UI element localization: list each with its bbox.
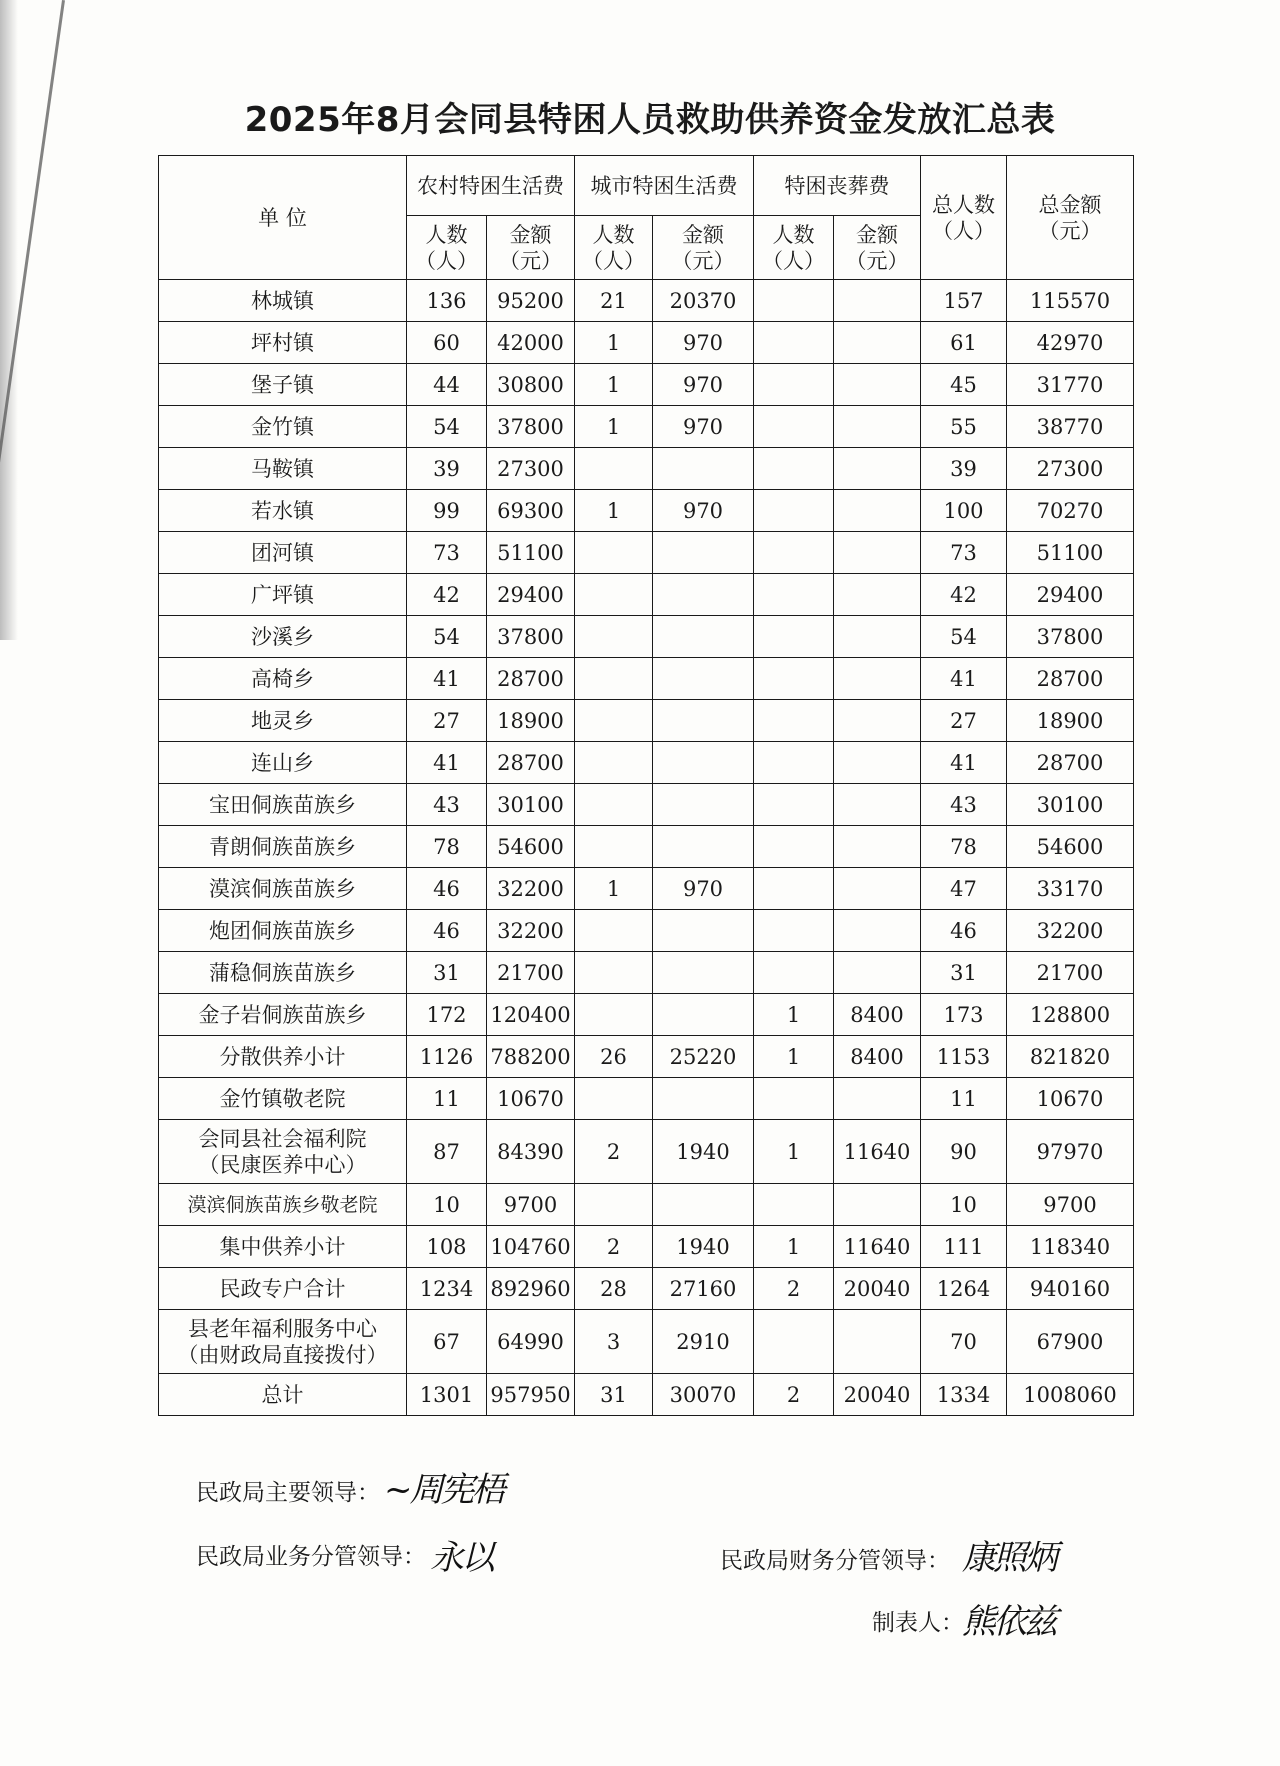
table-row — [159, 532, 1134, 574]
cell-total-people: 111 — [921, 1226, 1007, 1268]
table-row — [159, 952, 1134, 994]
cell-urban-amount — [653, 784, 754, 826]
cell-total-amount: 32200 — [1007, 910, 1134, 952]
cell-total-amount: 27300 — [1007, 448, 1134, 490]
finance-leader-signature: 康照炳 — [962, 1538, 1055, 1578]
cell-urban-people — [575, 1184, 653, 1226]
header-unit: 单 位 — [159, 156, 407, 280]
cell-urban-people: 21 — [575, 280, 653, 322]
cell-rural-amount: 51100 — [487, 532, 575, 574]
header-people-2: 人数 （人） — [754, 216, 834, 280]
cell-urban-people: 2 — [575, 1226, 653, 1268]
cell-funeral-people — [754, 490, 834, 532]
cell-funeral-amount: 11640 — [834, 1226, 921, 1268]
cell-urban-people: 1 — [575, 868, 653, 910]
cell-rural-people: 31 — [407, 952, 487, 994]
cell-unit: 集中供养小计 — [159, 1226, 407, 1268]
cell-total-amount: 10670 — [1007, 1078, 1134, 1120]
cell-urban-amount — [653, 994, 754, 1036]
cell-total-people: 41 — [921, 658, 1007, 700]
cell-rural-amount: 788200 — [487, 1036, 575, 1078]
cell-urban-people — [575, 700, 653, 742]
cell-funeral-people — [754, 1184, 834, 1226]
cell-urban-people: 1 — [575, 406, 653, 448]
cell-unit: 金竹镇敬老院 — [159, 1078, 407, 1120]
cell-urban-amount — [653, 616, 754, 658]
cell-unit: 金竹镇 — [159, 406, 407, 448]
cell-rural-amount: 27300 — [487, 448, 575, 490]
cell-rural-amount: 84390 — [487, 1120, 575, 1184]
cell-rural-amount: 21700 — [487, 952, 575, 994]
cell-rural-amount: 10670 — [487, 1078, 575, 1120]
table-row — [159, 280, 1134, 322]
cell-urban-amount: 970 — [653, 322, 754, 364]
cell-rural-amount: 957950 — [487, 1374, 575, 1416]
cell-funeral-amount — [834, 322, 921, 364]
cell-rural-people: 99 — [407, 490, 487, 532]
cell-total-people: 157 — [921, 280, 1007, 322]
cell-funeral-amount — [834, 700, 921, 742]
cell-total-people: 42 — [921, 574, 1007, 616]
cell-funeral-people — [754, 868, 834, 910]
cell-funeral-amount — [834, 448, 921, 490]
cell-unit: 若水镇 — [159, 490, 407, 532]
table-body — [159, 280, 1134, 1416]
cell-rural-amount: 32200 — [487, 868, 575, 910]
cell-total-people: 78 — [921, 826, 1007, 868]
cell-unit: 高椅乡 — [159, 658, 407, 700]
cell-total-people: 45 — [921, 364, 1007, 406]
cell-funeral-people — [754, 364, 834, 406]
cell-total-people: 90 — [921, 1120, 1007, 1184]
cell-rural-people: 60 — [407, 322, 487, 364]
header-amount-2: 金额 （元） — [834, 216, 921, 280]
cell-rural-amount: 54600 — [487, 826, 575, 868]
cell-funeral-people: 2 — [754, 1268, 834, 1310]
cell-funeral-amount — [834, 1078, 921, 1120]
cell-rural-amount: 95200 — [487, 280, 575, 322]
cell-rural-people: 46 — [407, 910, 487, 952]
cell-funeral-people — [754, 406, 834, 448]
cell-funeral-amount — [834, 1310, 921, 1374]
cell-urban-people: 26 — [575, 1036, 653, 1078]
cell-total-people: 55 — [921, 406, 1007, 448]
cell-rural-people: 39 — [407, 448, 487, 490]
cell-rural-people: 10 — [407, 1184, 487, 1226]
cell-total-amount: 18900 — [1007, 700, 1134, 742]
cell-rural-amount: 42000 — [487, 322, 575, 364]
cell-urban-people — [575, 448, 653, 490]
cell-total-people: 27 — [921, 700, 1007, 742]
cell-urban-amount: 970 — [653, 406, 754, 448]
cell-urban-people — [575, 910, 653, 952]
cell-total-people: 43 — [921, 784, 1007, 826]
business-leader-label: 民政局业务分管领导： — [196, 1544, 426, 1570]
cell-urban-amount: 27160 — [653, 1268, 754, 1310]
cell-rural-amount: 29400 — [487, 574, 575, 616]
header-funeral: 特困丧葬费 — [754, 156, 921, 216]
cell-funeral-people — [754, 784, 834, 826]
cell-rural-people: 172 — [407, 994, 487, 1036]
table-row — [159, 616, 1134, 658]
cell-funeral-amount — [834, 490, 921, 532]
cell-urban-people: 1 — [575, 322, 653, 364]
header-rural: 农村特困生活费 — [407, 156, 575, 216]
cell-urban-people — [575, 658, 653, 700]
cell-rural-people: 41 — [407, 658, 487, 700]
cell-urban-amount: 2910 — [653, 1310, 754, 1374]
cell-total-amount: 37800 — [1007, 616, 1134, 658]
cell-urban-people: 2 — [575, 1120, 653, 1184]
cell-funeral-people — [754, 700, 834, 742]
cell-funeral-people — [754, 910, 834, 952]
table-row — [159, 1078, 1134, 1120]
cell-rural-people: 43 — [407, 784, 487, 826]
cell-unit: 团河镇 — [159, 532, 407, 574]
cell-urban-people — [575, 616, 653, 658]
cell-unit: 林城镇 — [159, 280, 407, 322]
cell-urban-amount — [653, 826, 754, 868]
cell-total-amount: 38770 — [1007, 406, 1134, 448]
cell-rural-people: 87 — [407, 1120, 487, 1184]
cell-funeral-amount — [834, 742, 921, 784]
cell-urban-people — [575, 532, 653, 574]
cell-urban-amount: 25220 — [653, 1036, 754, 1078]
cell-total-amount: 33170 — [1007, 868, 1134, 910]
cell-total-amount: 115570 — [1007, 280, 1134, 322]
cell-total-people: 61 — [921, 322, 1007, 364]
cell-funeral-amount — [834, 910, 921, 952]
table-row — [159, 574, 1134, 616]
cell-urban-amount — [653, 1078, 754, 1120]
table-row — [159, 742, 1134, 784]
cell-urban-amount — [653, 910, 754, 952]
cell-rural-amount: 28700 — [487, 742, 575, 784]
cell-funeral-amount: 8400 — [834, 994, 921, 1036]
cell-urban-people — [575, 574, 653, 616]
business-leader-signature: 永以 — [430, 1538, 492, 1578]
cell-rural-amount: 37800 — [487, 616, 575, 658]
cell-total-amount: 940160 — [1007, 1268, 1134, 1310]
cell-funeral-amount: 8400 — [834, 1036, 921, 1078]
header-amount-0: 金额 （元） — [487, 216, 575, 280]
cell-rural-people: 1234 — [407, 1268, 487, 1310]
cell-unit: 青朗侗族苗族乡 — [159, 826, 407, 868]
cell-funeral-amount — [834, 574, 921, 616]
cell-funeral-people — [754, 826, 834, 868]
cell-urban-people: 1 — [575, 364, 653, 406]
cell-funeral-people — [754, 952, 834, 994]
cell-rural-amount: 64990 — [487, 1310, 575, 1374]
cell-rural-amount: 30800 — [487, 364, 575, 406]
cell-unit: 民政专户合计 — [159, 1268, 407, 1310]
table-row — [159, 1120, 1134, 1184]
cell-total-amount: 21700 — [1007, 952, 1134, 994]
cell-unit: 分散供养小计 — [159, 1036, 407, 1078]
cell-rural-people: 54 — [407, 616, 487, 658]
cell-funeral-amount — [834, 826, 921, 868]
cell-unit: 广坪镇 — [159, 574, 407, 616]
cell-rural-amount: 32200 — [487, 910, 575, 952]
cell-unit: 县老年福利服务中心 （由财政局直接拨付） — [159, 1310, 407, 1374]
header-amount-1: 金额 （元） — [653, 216, 754, 280]
cell-total-people: 1334 — [921, 1374, 1007, 1416]
table-row — [159, 784, 1134, 826]
cell-funeral-amount: 11640 — [834, 1120, 921, 1184]
cell-funeral-amount: 20040 — [834, 1268, 921, 1310]
cell-urban-people — [575, 1078, 653, 1120]
cell-funeral-people — [754, 1310, 834, 1374]
table-row — [159, 868, 1134, 910]
cell-urban-amount: 1940 — [653, 1226, 754, 1268]
cell-rural-people: 136 — [407, 280, 487, 322]
cell-total-amount: 70270 — [1007, 490, 1134, 532]
cell-funeral-people — [754, 280, 834, 322]
cell-total-people: 100 — [921, 490, 1007, 532]
cell-rural-people: 27 — [407, 700, 487, 742]
cell-unit: 金子岩侗族苗族乡 — [159, 994, 407, 1036]
cell-urban-amount: 1940 — [653, 1120, 754, 1184]
cell-rural-people: 44 — [407, 364, 487, 406]
cell-urban-amount — [653, 532, 754, 574]
cell-total-amount: 97970 — [1007, 1120, 1134, 1184]
cell-urban-amount: 20370 — [653, 280, 754, 322]
cell-unit: 漠滨侗族苗族乡敬老院 — [159, 1184, 407, 1226]
cell-urban-amount — [653, 742, 754, 784]
cell-urban-amount — [653, 448, 754, 490]
cell-funeral-amount: 20040 — [834, 1374, 921, 1416]
cell-rural-people: 42 — [407, 574, 487, 616]
cell-urban-people: 31 — [575, 1374, 653, 1416]
cell-rural-people: 1126 — [407, 1036, 487, 1078]
cell-total-amount: 31770 — [1007, 364, 1134, 406]
cell-funeral-people — [754, 1078, 834, 1120]
cell-unit: 地灵乡 — [159, 700, 407, 742]
cell-urban-amount: 970 — [653, 868, 754, 910]
cell-unit: 会同县社会福利院 （民康医养中心） — [159, 1120, 407, 1184]
cell-funeral-people — [754, 658, 834, 700]
cell-funeral-amount — [834, 952, 921, 994]
cell-rural-amount: 892960 — [487, 1268, 575, 1310]
cell-rural-amount: 28700 — [487, 658, 575, 700]
cell-rural-people: 73 — [407, 532, 487, 574]
cell-unit: 连山乡 — [159, 742, 407, 784]
cell-urban-amount — [653, 658, 754, 700]
cell-total-people: 46 — [921, 910, 1007, 952]
main-leader-signature: ~周宪梧 — [384, 1470, 503, 1510]
cell-funeral-people: 1 — [754, 994, 834, 1036]
cell-total-amount: 1008060 — [1007, 1374, 1134, 1416]
cell-rural-people: 41 — [407, 742, 487, 784]
cell-rural-people: 46 — [407, 868, 487, 910]
cell-total-amount: 28700 — [1007, 658, 1134, 700]
header-people-0: 人数 （人） — [407, 216, 487, 280]
cell-urban-amount — [653, 1184, 754, 1226]
cell-funeral-people — [754, 448, 834, 490]
cell-funeral-amount — [834, 1184, 921, 1226]
cell-urban-amount: 970 — [653, 364, 754, 406]
cell-urban-people — [575, 994, 653, 1036]
cell-funeral-amount — [834, 280, 921, 322]
cell-total-people: 1264 — [921, 1268, 1007, 1310]
cell-urban-amount: 30070 — [653, 1374, 754, 1416]
cell-funeral-amount — [834, 616, 921, 658]
cell-unit: 堡子镇 — [159, 364, 407, 406]
cell-funeral-amount — [834, 868, 921, 910]
cell-urban-people — [575, 784, 653, 826]
cell-unit: 宝田侗族苗族乡 — [159, 784, 407, 826]
cell-rural-people: 1301 — [407, 1374, 487, 1416]
cell-total-people: 54 — [921, 616, 1007, 658]
cell-urban-people: 1 — [575, 490, 653, 532]
cell-total-people: 41 — [921, 742, 1007, 784]
cell-unit: 漠滨侗族苗族乡 — [159, 868, 407, 910]
cell-rural-amount: 37800 — [487, 406, 575, 448]
cell-funeral-amount — [834, 532, 921, 574]
cell-total-people: 39 — [921, 448, 1007, 490]
cell-rural-people: 54 — [407, 406, 487, 448]
table-row — [159, 700, 1134, 742]
cell-rural-amount: 30100 — [487, 784, 575, 826]
cell-rural-people: 11 — [407, 1078, 487, 1120]
table-row — [159, 490, 1134, 532]
cell-total-amount: 29400 — [1007, 574, 1134, 616]
cell-total-people: 70 — [921, 1310, 1007, 1374]
table-row — [159, 1226, 1134, 1268]
cell-rural-amount: 69300 — [487, 490, 575, 532]
cell-total-amount: 30100 — [1007, 784, 1134, 826]
cell-funeral-people — [754, 574, 834, 616]
cell-rural-people: 108 — [407, 1226, 487, 1268]
cell-total-people: 10 — [921, 1184, 1007, 1226]
cell-total-amount: 42970 — [1007, 322, 1134, 364]
cell-total-amount: 67900 — [1007, 1310, 1134, 1374]
table-row — [159, 910, 1134, 952]
table-row — [159, 826, 1134, 868]
cell-urban-people — [575, 952, 653, 994]
cell-total-amount: 118340 — [1007, 1226, 1134, 1268]
table-row — [159, 1036, 1134, 1078]
page-title: 2025年8月会同县特困人员救助供养资金发放汇总表 — [244, 100, 1056, 140]
cell-urban-amount — [653, 952, 754, 994]
cell-urban-people: 28 — [575, 1268, 653, 1310]
cell-total-people: 47 — [921, 868, 1007, 910]
cell-rural-amount: 104760 — [487, 1226, 575, 1268]
cell-rural-amount: 18900 — [487, 700, 575, 742]
cell-total-people: 31 — [921, 952, 1007, 994]
cell-urban-people — [575, 826, 653, 868]
cell-total-people: 1153 — [921, 1036, 1007, 1078]
cell-funeral-amount — [834, 364, 921, 406]
cell-total-people: 173 — [921, 994, 1007, 1036]
cell-total-amount: 54600 — [1007, 826, 1134, 868]
cell-total-amount: 28700 — [1007, 742, 1134, 784]
cell-urban-amount — [653, 700, 754, 742]
cell-unit: 坪村镇 — [159, 322, 407, 364]
cell-urban-amount — [653, 574, 754, 616]
cell-rural-people: 78 — [407, 826, 487, 868]
table-row — [159, 406, 1134, 448]
cell-unit: 炮团侗族苗族乡 — [159, 910, 407, 952]
header-total-people: 总人数 （人） — [921, 156, 1007, 280]
cell-rural-amount: 120400 — [487, 994, 575, 1036]
cell-total-amount: 9700 — [1007, 1184, 1134, 1226]
table-row — [159, 364, 1134, 406]
table-row — [159, 1310, 1134, 1374]
preparer-label: 制表人： — [872, 1610, 964, 1636]
cell-total-amount: 821820 — [1007, 1036, 1134, 1078]
cell-urban-people: 3 — [575, 1310, 653, 1374]
cell-unit: 马鞍镇 — [159, 448, 407, 490]
cell-funeral-people: 1 — [754, 1226, 834, 1268]
finance-leader-label: 民政局财务分管领导： — [720, 1548, 950, 1574]
cell-total-amount: 51100 — [1007, 532, 1134, 574]
cell-funeral-people — [754, 532, 834, 574]
table-row — [159, 1184, 1134, 1226]
header-people-1: 人数 （人） — [575, 216, 653, 280]
cell-funeral-amount — [834, 658, 921, 700]
preparer-signature: 熊依兹 — [962, 1602, 1055, 1642]
cell-funeral-people: 1 — [754, 1036, 834, 1078]
cell-unit: 总计 — [159, 1374, 407, 1416]
table-row — [159, 994, 1134, 1036]
cell-total-people: 73 — [921, 532, 1007, 574]
summary-table — [158, 155, 1134, 1416]
cell-total-people: 11 — [921, 1078, 1007, 1120]
cell-funeral-people: 2 — [754, 1374, 834, 1416]
cell-funeral-people — [754, 616, 834, 658]
cell-funeral-amount — [834, 784, 921, 826]
table-row — [159, 322, 1134, 364]
main-leader-label: 民政局主要领导： — [196, 1480, 380, 1506]
header-total-amount: 总金额 （元） — [1007, 156, 1134, 280]
table-row — [159, 448, 1134, 490]
cell-rural-people: 67 — [407, 1310, 487, 1374]
cell-total-amount: 128800 — [1007, 994, 1134, 1036]
cell-urban-amount: 970 — [653, 490, 754, 532]
cell-funeral-people — [754, 742, 834, 784]
cell-funeral-people: 1 — [754, 1120, 834, 1184]
cell-rural-amount: 9700 — [487, 1184, 575, 1226]
cell-unit: 沙溪乡 — [159, 616, 407, 658]
table-row — [159, 1268, 1134, 1310]
header-urban: 城市特困生活费 — [575, 156, 754, 216]
table-row — [159, 1374, 1134, 1416]
cell-unit: 蒲稳侗族苗族乡 — [159, 952, 407, 994]
cell-funeral-amount — [834, 406, 921, 448]
cell-funeral-people — [754, 322, 834, 364]
cell-urban-people — [575, 742, 653, 784]
table-row — [159, 658, 1134, 700]
